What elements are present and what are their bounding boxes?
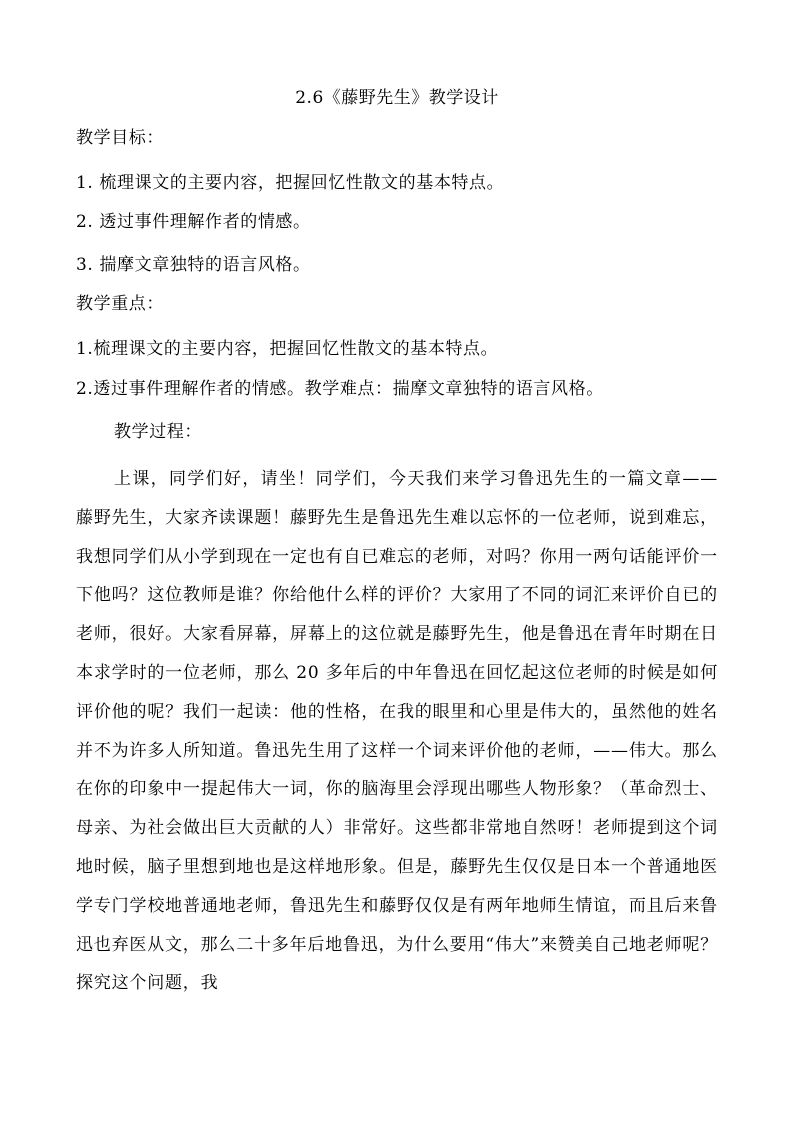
document-title: 2.6《藤野先生》教学设计 [295,88,499,108]
objective-item-1: 1. 梳理课文的主要内容，把握回忆性散文的基本特点。 [76,173,505,193]
key-point-item-1: 1.梳理课文的主要内容，把握回忆性散文的基本特点。 [76,339,499,359]
key-point-item-2: 2.透过事件理解作者的情感。教学难点：揣摩文章独特的语言风格。 [76,379,604,399]
process-heading: 教学过程： [114,422,202,442]
objectives-heading: 教学目标： [76,128,164,148]
process-paragraph: 上课，同学们好，请坐！同学们，今天我们来学习鲁迅先生的一篇文章——藤野先生，大家齐读课题！藤野先生是鲁迅先生难以忘怀的一位老师，说到难忘，我想同学们从小学到现在一定也有自已难忘的老师，对吗？你用一两句话能评价一下他吗？这位教师是谁？你给他什么样的评价？大家用了不同的词汇来评价自已的老师，很好。大家看屏幕，屏幕上的这位就是藤野先生，他是鲁迅在青年时期在日本求学时的一位老师，那么 20 多年后的中年鲁迅在回忆起这位老师的时候是如何评价他的呢？我们一起读：他的性格，在我的眼里和心里是伟大的，虽然他的姓名并不为许多人所知道。鲁迅先生用了这样一个词来评价他的老师，——伟大。那么在你的印象中一提起伟大一词，你的脑海里会浮现出哪些人物形象？（革命烈士、母亲、为社会做出巨大贡献的人）非常好。这些都非常地自然呀！老师提到这个词地时候，脑子里想到地也是这样地形象。但是，藤野先生仅仅是日本一个普通地医学专门学校地普通地老师，鲁迅先生和藤野仅仅是有两年地师生情谊，而且后来鲁迅也弃医从文，那么二十多年后地鲁迅，为什么要用“伟大”来赞美自己地老师呢？探究这个问题，我 [76,469,718,994]
objective-item-2: 2. 透过事件理解作者的情感。 [76,212,311,232]
key-points-heading: 教学重点： [76,294,164,314]
objective-item-3: 3. 揣摩文章独特的语言风格。 [76,255,311,275]
